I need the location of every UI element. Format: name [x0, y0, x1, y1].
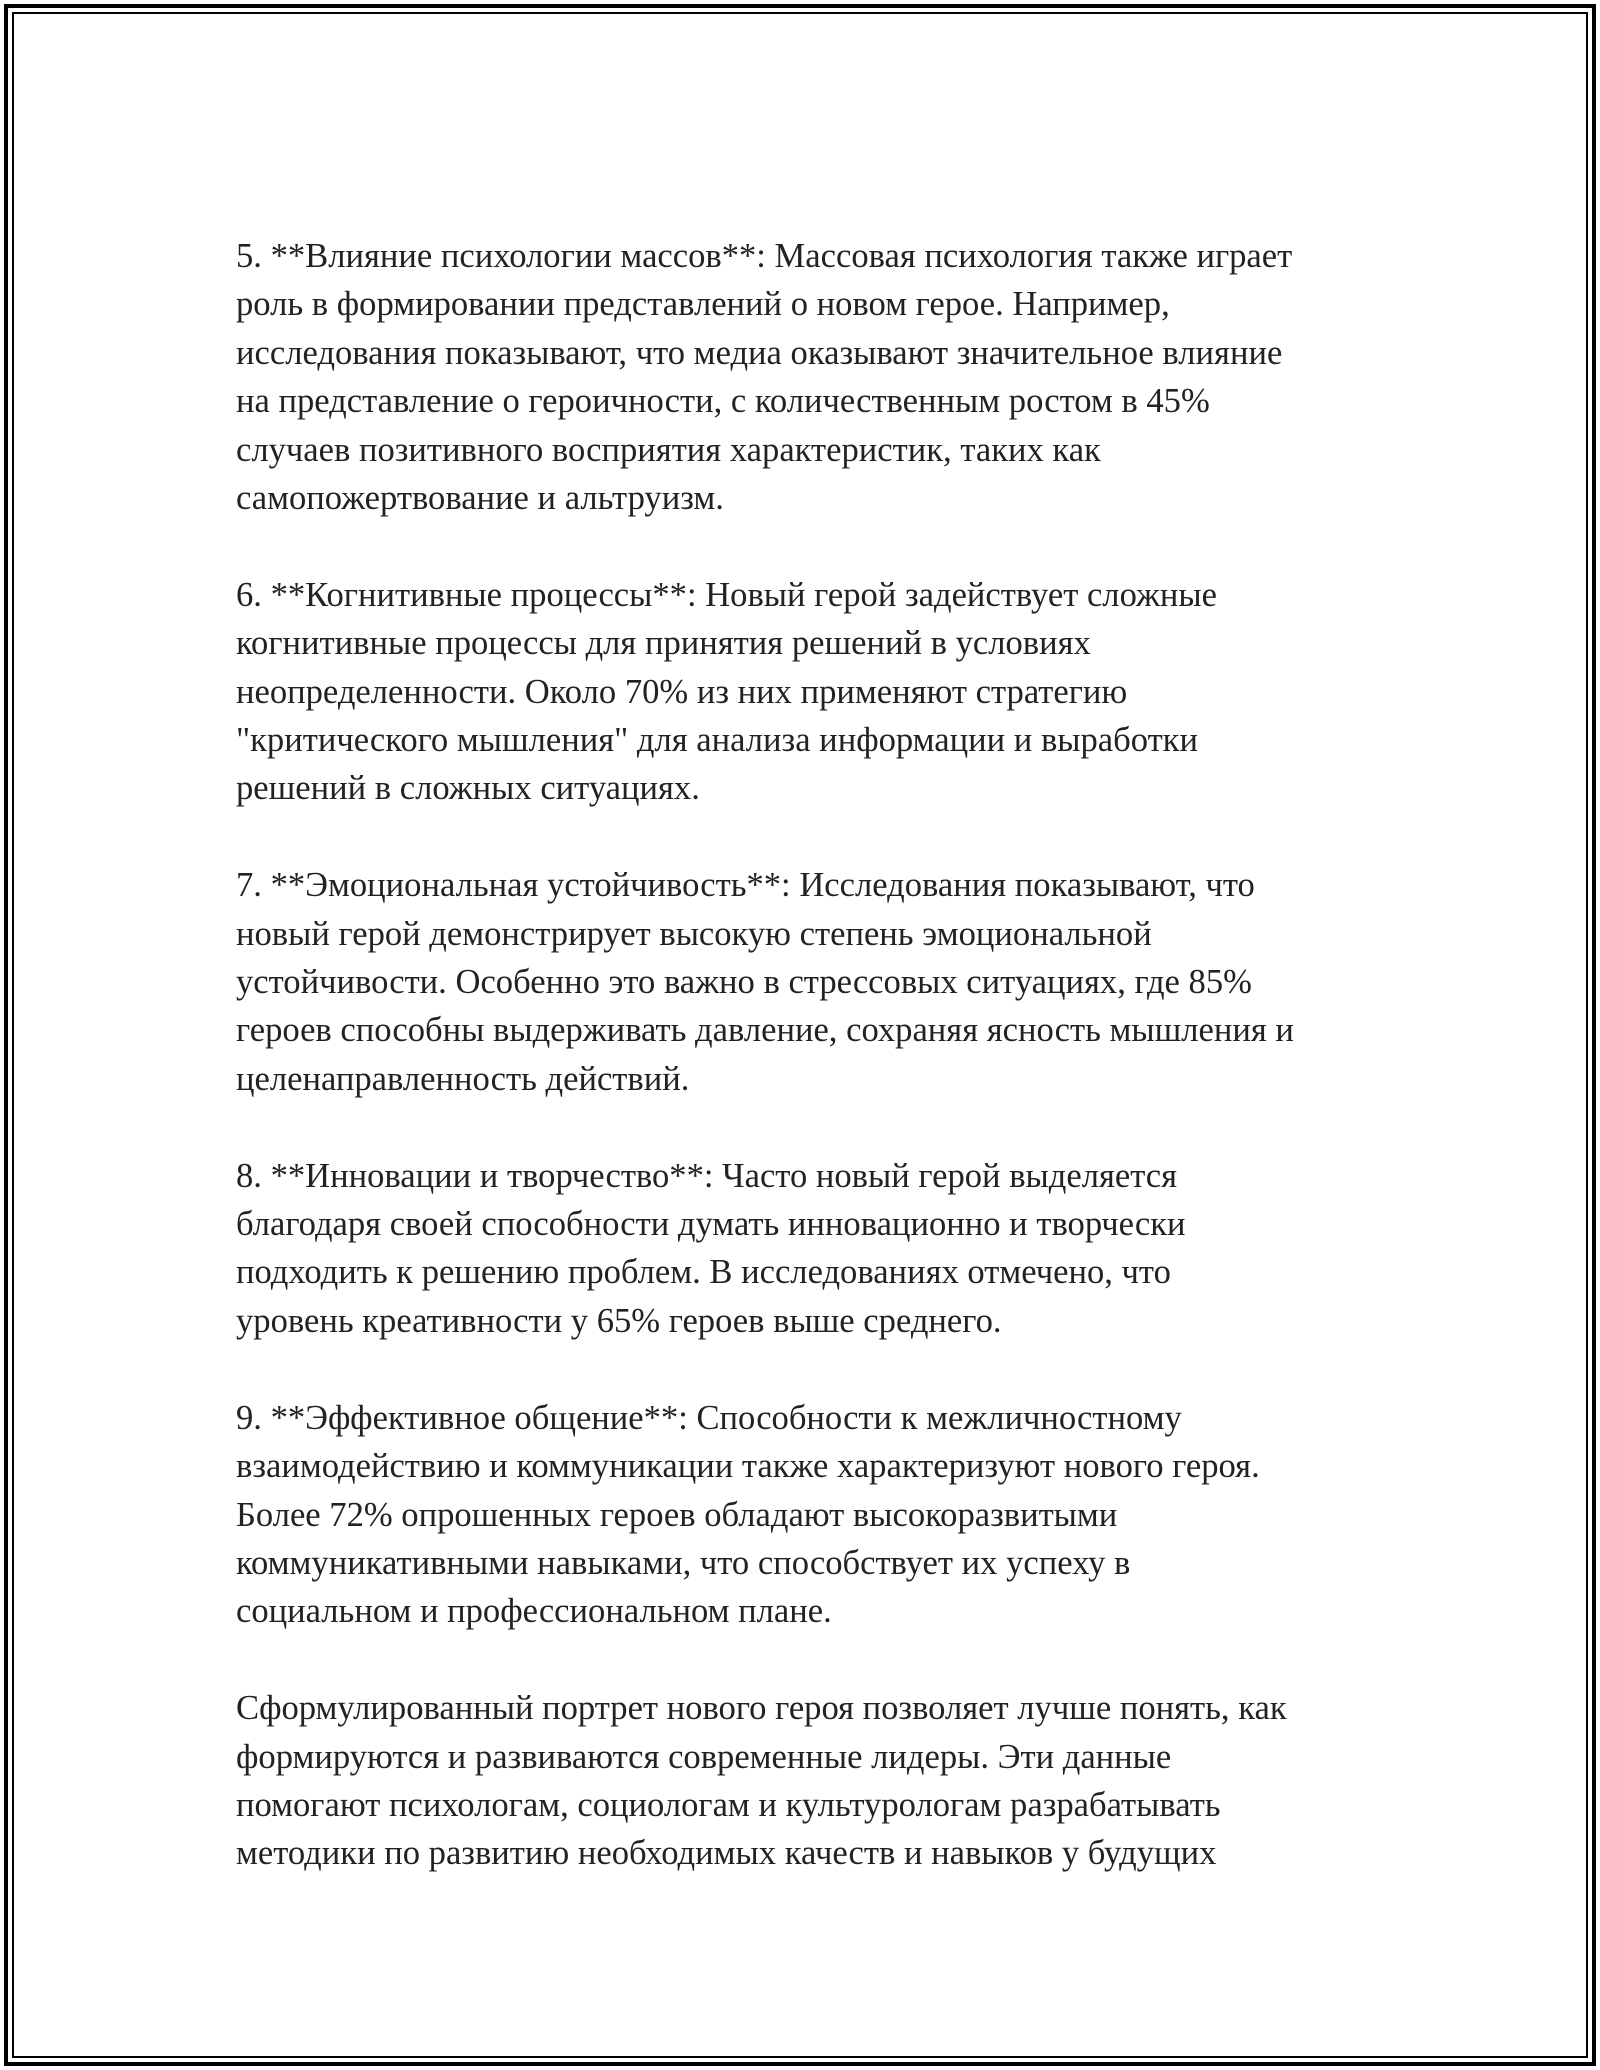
conclusion-paragraph: Сформулированный портрет нового героя позволяет лучше понять, как формируются и развиваются современные лидеры. Эти данные помогают психологам, социологам и культурологам разрабатывать методики по развитию необходимых качеств и навыков у будущих [236, 1689, 1287, 1873]
paragraph-item-6: 6. **Когнитивные процессы**: Новый герой задействует сложные когнитивные процессы для принятия решений в условиях неопределенности. Около 70% из них применяют стратегию "критического мышления" для анализа информации и выработки решений в сложных ситуациях. [236, 575, 1217, 808]
paragraph-item-9: 9. **Эффективное общение**: Способности к межличностному взаимодействию и коммуникации также характеризуют нового героя. Более 72% опрошенных героев обладают высокоразвитыми коммуникативными навыками, что способствует их успеху в социальном и профессиональном плане. [236, 1398, 1260, 1631]
paragraph-item-7: 7. **Эмоциональная устойчивость**: Исследования показывают, что новый герой демонстрирует высокую степень эмоциональной устойчивости. Особенно это важно в стрессовых ситуациях, где 85% героев способны выдерживать давление, сохраняя ясность мышления и целенаправленность действий. [236, 866, 1294, 1098]
paragraph-item-5: 5. **Влияние психологии массов**: Массовая психология также играет роль в формировании представлений о новом герое. Например, исследования показывают, что медиа оказывают значительное влияние на представление о героичности, с количественным ростом в 45% случаев позитивного восприятия характеристик, таких как самопожертвование и альтруизм. [236, 237, 1293, 518]
paragraph-item-8: 8. **Инновации и творчество**: Часто новый герой выделяется благодаря своей способности думать инновационно и творчески подходить к решению проблем. В исследованиях отмечено, что уровень креативности у 65% героев выше среднего. [236, 1156, 1186, 1340]
document-body [236, 232, 1380, 1926]
